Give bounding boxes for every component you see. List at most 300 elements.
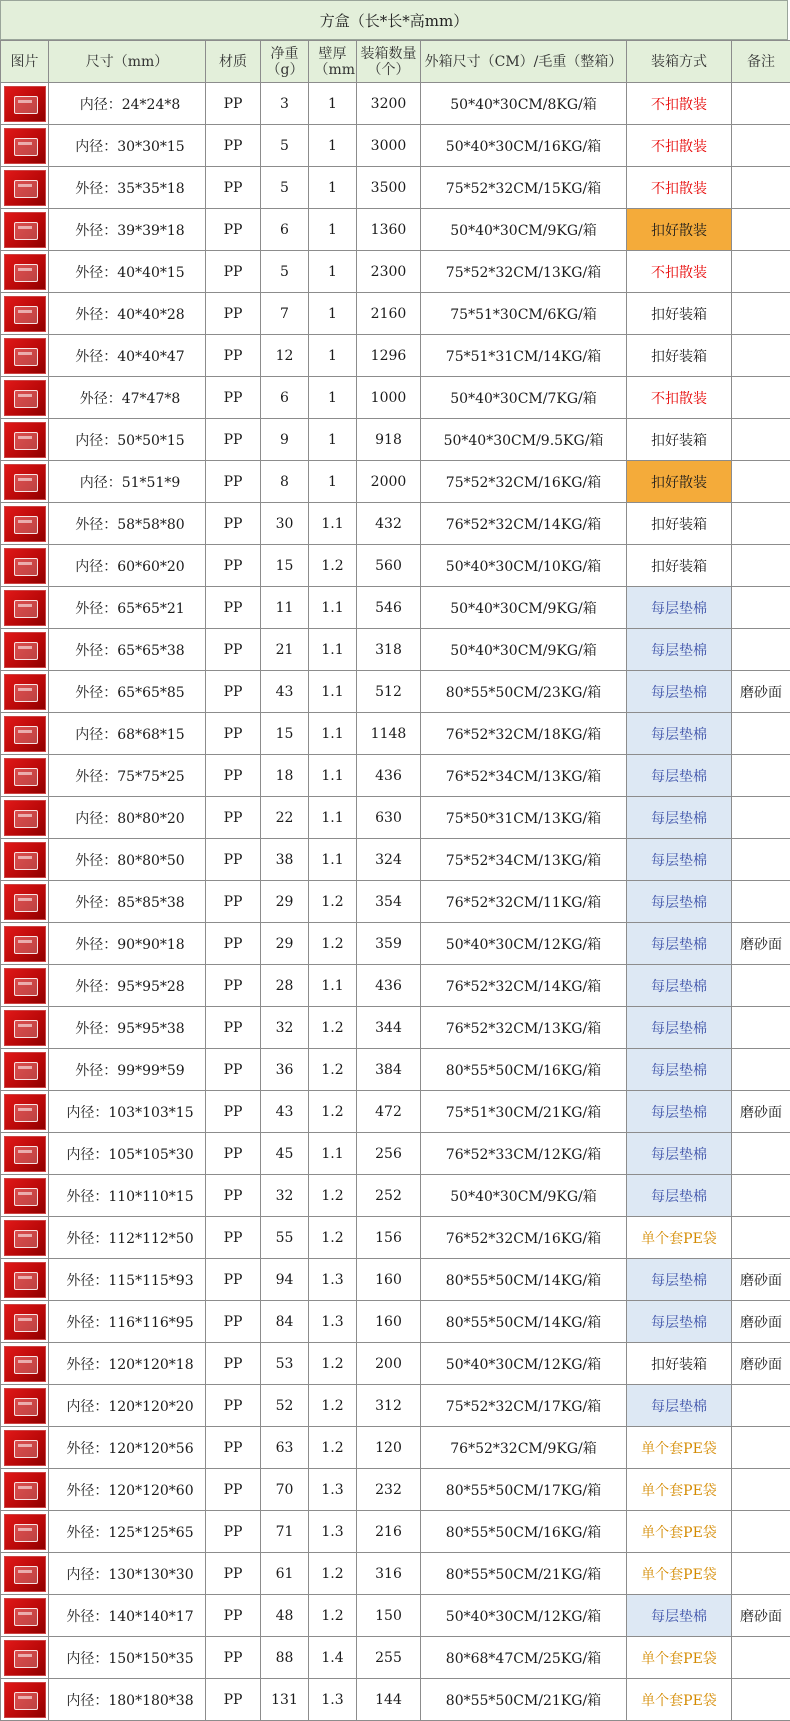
cell-carton: 80*55*50CM/14KG/箱 — [421, 1301, 627, 1343]
cell-pack: 扣好散装 — [627, 209, 732, 251]
cell-carton: 75*52*32CM/15KG/箱 — [421, 167, 627, 209]
sheet-title: 方盒（长*长*高mm） — [0, 0, 788, 40]
cell-material: PP — [206, 125, 261, 167]
table-row — [1, 755, 790, 797]
cell-qty: 200 — [357, 1343, 421, 1385]
cell-pic — [1, 335, 49, 377]
cell-carton: 75*52*32CM/13KG/箱 — [421, 251, 627, 293]
cell-pic — [1, 629, 49, 671]
cell-size: 外径：35*35*18 — [49, 167, 206, 209]
cell-size: 内径：50*50*15 — [49, 419, 206, 461]
cell-pack: 每层垫棉 — [627, 797, 732, 839]
cell-material: PP — [206, 671, 261, 713]
cell-weight: 8 — [261, 461, 309, 503]
product-thumb-icon — [4, 1052, 46, 1088]
cell-weight: 12 — [261, 335, 309, 377]
cell-note: 磨砂面 — [732, 1301, 790, 1343]
cell-pack: 不扣散装 — [627, 377, 732, 419]
cell-material: PP — [206, 965, 261, 1007]
cell-pack: 单个套PE袋 — [627, 1511, 732, 1553]
cell-pack: 每层垫棉 — [627, 965, 732, 1007]
cell-note — [732, 209, 790, 251]
cell-qty: 216 — [357, 1511, 421, 1553]
cell-pic — [1, 839, 49, 881]
cell-pic — [1, 419, 49, 461]
col-header-note: 备注 — [732, 41, 790, 83]
table-row — [1, 587, 790, 629]
cell-wall: 1.2 — [309, 1007, 357, 1049]
cell-weight: 21 — [261, 629, 309, 671]
cell-note — [732, 503, 790, 545]
cell-material: PP — [206, 629, 261, 671]
cell-qty: 2160 — [357, 293, 421, 335]
product-thumb-icon — [4, 1556, 46, 1592]
cell-wall: 1.2 — [309, 1427, 357, 1469]
cell-weight: 29 — [261, 923, 309, 965]
table-row — [1, 83, 790, 125]
cell-pic — [1, 1007, 49, 1049]
cell-size: 外径：95*95*28 — [49, 965, 206, 1007]
cell-pack: 扣好装箱 — [627, 419, 732, 461]
product-thumb-icon — [4, 254, 46, 290]
cell-wall: 1.2 — [309, 881, 357, 923]
cell-note — [732, 1049, 790, 1091]
cell-material: PP — [206, 419, 261, 461]
cell-note — [732, 881, 790, 923]
product-thumb-icon — [4, 1514, 46, 1550]
cell-note — [732, 83, 790, 125]
table-row — [1, 1595, 790, 1637]
cell-wall: 1 — [309, 377, 357, 419]
table-row — [1, 335, 790, 377]
table-row — [1, 1049, 790, 1091]
cell-material: PP — [206, 1679, 261, 1721]
cell-pic — [1, 1595, 49, 1637]
table-row — [1, 1511, 790, 1553]
cell-weight: 53 — [261, 1343, 309, 1385]
cell-weight: 18 — [261, 755, 309, 797]
cell-qty: 316 — [357, 1553, 421, 1595]
cell-wall: 1.2 — [309, 1175, 357, 1217]
table-row — [1, 293, 790, 335]
cell-wall: 1.1 — [309, 587, 357, 629]
cell-weight: 88 — [261, 1637, 309, 1679]
cell-pack: 每层垫棉 — [627, 1049, 732, 1091]
table-row — [1, 461, 790, 503]
cell-note — [732, 1469, 790, 1511]
cell-pack: 每层垫棉 — [627, 713, 732, 755]
cell-wall: 1.1 — [309, 965, 357, 1007]
cell-size: 内径：24*24*8 — [49, 83, 206, 125]
cell-note — [732, 1553, 790, 1595]
cell-note — [732, 1679, 790, 1721]
cell-note — [732, 629, 790, 671]
cell-wall: 1 — [309, 419, 357, 461]
cell-pack: 每层垫棉 — [627, 629, 732, 671]
cell-wall: 1.2 — [309, 1343, 357, 1385]
cell-size: 外径：120*120*60 — [49, 1469, 206, 1511]
cell-wall: 1 — [309, 461, 357, 503]
cell-wall: 1.2 — [309, 1595, 357, 1637]
cell-wall: 1.3 — [309, 1469, 357, 1511]
cell-pic — [1, 1343, 49, 1385]
col-header-wall-text: 壁厚（mm — [315, 46, 351, 78]
cell-wall: 1 — [309, 83, 357, 125]
cell-weight: 94 — [261, 1259, 309, 1301]
cell-material: PP — [206, 923, 261, 965]
cell-weight: 63 — [261, 1427, 309, 1469]
cell-carton: 80*55*50CM/21KG/箱 — [421, 1679, 627, 1721]
cell-carton: 50*40*30CM/7KG/箱 — [421, 377, 627, 419]
cell-pack: 每层垫棉 — [627, 671, 732, 713]
cell-pic — [1, 1217, 49, 1259]
cell-pic — [1, 503, 49, 545]
cell-weight: 70 — [261, 1469, 309, 1511]
cell-pic — [1, 1091, 49, 1133]
cell-material: PP — [206, 1217, 261, 1259]
cell-size: 外径：80*80*50 — [49, 839, 206, 881]
cell-carton: 80*55*50CM/23KG/箱 — [421, 671, 627, 713]
cell-note — [732, 335, 790, 377]
cell-note: 磨砂面 — [732, 1259, 790, 1301]
cell-wall: 1.1 — [309, 629, 357, 671]
cell-pic — [1, 167, 49, 209]
cell-material: PP — [206, 587, 261, 629]
cell-pic — [1, 1637, 49, 1679]
col-header-material: 材质 — [206, 41, 261, 83]
cell-wall: 1.3 — [309, 1301, 357, 1343]
cell-material: PP — [206, 377, 261, 419]
table-row — [1, 251, 790, 293]
cell-wall: 1 — [309, 335, 357, 377]
cell-carton: 50*40*30CM/9KG/箱 — [421, 587, 627, 629]
cell-note: 磨砂面 — [732, 1343, 790, 1385]
product-thumb-icon — [4, 1682, 46, 1718]
product-thumb-icon — [4, 548, 46, 584]
cell-weight: 84 — [261, 1301, 309, 1343]
product-thumb-icon — [4, 1472, 46, 1508]
cell-qty: 1360 — [357, 209, 421, 251]
table-body — [1, 83, 790, 1721]
cell-carton: 76*52*32CM/16KG/箱 — [421, 1217, 627, 1259]
cell-wall: 1.2 — [309, 1217, 357, 1259]
cell-size: 内径：60*60*20 — [49, 545, 206, 587]
cell-pack: 每层垫棉 — [627, 1385, 732, 1427]
cell-pack: 每层垫棉 — [627, 1133, 732, 1175]
cell-carton: 80*55*50CM/17KG/箱 — [421, 1469, 627, 1511]
cell-carton: 80*68*47CM/25KG/箱 — [421, 1637, 627, 1679]
cell-carton: 75*52*32CM/16KG/箱 — [421, 461, 627, 503]
cell-material: PP — [206, 839, 261, 881]
cell-note — [732, 1133, 790, 1175]
cell-pack: 扣好装箱 — [627, 545, 732, 587]
col-header-carton: 外箱尺寸（CM）/毛重（整箱） — [421, 41, 627, 83]
cell-size: 内径：120*120*20 — [49, 1385, 206, 1427]
cell-material: PP — [206, 1049, 261, 1091]
table-row — [1, 419, 790, 461]
table-row — [1, 209, 790, 251]
cell-carton: 50*40*30CM/12KG/箱 — [421, 1595, 627, 1637]
cell-note — [732, 251, 790, 293]
product-thumb-icon — [4, 296, 46, 332]
cell-weight: 45 — [261, 1133, 309, 1175]
cell-note — [732, 545, 790, 587]
cell-weight: 11 — [261, 587, 309, 629]
cell-carton: 50*40*30CM/9.5KG/箱 — [421, 419, 627, 461]
cell-wall: 1.3 — [309, 1259, 357, 1301]
cell-size: 外径：40*40*28 — [49, 293, 206, 335]
cell-carton: 76*52*32CM/13KG/箱 — [421, 1007, 627, 1049]
cell-note — [732, 377, 790, 419]
cell-wall: 1 — [309, 125, 357, 167]
cell-pack: 单个套PE袋 — [627, 1637, 732, 1679]
cell-material: PP — [206, 167, 261, 209]
cell-note — [732, 1217, 790, 1259]
cell-material: PP — [206, 1343, 261, 1385]
col-header-weight — [261, 41, 309, 83]
cell-material: PP — [206, 713, 261, 755]
cell-carton: 50*40*30CM/8KG/箱 — [421, 83, 627, 125]
cell-weight: 9 — [261, 419, 309, 461]
cell-size: 外径：116*116*95 — [49, 1301, 206, 1343]
cell-material: PP — [206, 797, 261, 839]
product-thumb-icon — [4, 842, 46, 878]
cell-qty: 150 — [357, 1595, 421, 1637]
table-row — [1, 839, 790, 881]
cell-carton: 50*40*30CM/16KG/箱 — [421, 125, 627, 167]
cell-qty: 354 — [357, 881, 421, 923]
col-header-pack: 装箱方式 — [627, 41, 732, 83]
cell-weight: 32 — [261, 1175, 309, 1217]
cell-pic — [1, 587, 49, 629]
cell-note — [732, 1427, 790, 1469]
cell-material: PP — [206, 1301, 261, 1343]
table-row — [1, 1301, 790, 1343]
cell-note: 磨砂面 — [732, 923, 790, 965]
cell-qty: 144 — [357, 1679, 421, 1721]
cell-size: 内径：130*130*30 — [49, 1553, 206, 1595]
cell-size: 外径：110*110*15 — [49, 1175, 206, 1217]
cell-pack: 不扣散装 — [627, 251, 732, 293]
cell-wall: 1 — [309, 293, 357, 335]
table-row — [1, 503, 790, 545]
col-header-wall — [309, 41, 357, 83]
cell-qty: 1148 — [357, 713, 421, 755]
cell-pack: 单个套PE袋 — [627, 1553, 732, 1595]
cell-pack: 每层垫棉 — [627, 1301, 732, 1343]
cell-weight: 15 — [261, 545, 309, 587]
cell-pic — [1, 545, 49, 587]
product-thumb-icon — [4, 380, 46, 416]
cell-pic — [1, 1259, 49, 1301]
cell-qty: 512 — [357, 671, 421, 713]
table-row — [1, 797, 790, 839]
cell-qty: 120 — [357, 1427, 421, 1469]
cell-size: 外径：99*99*59 — [49, 1049, 206, 1091]
cell-pic — [1, 671, 49, 713]
cell-carton: 76*52*34CM/13KG/箱 — [421, 755, 627, 797]
cell-wall: 1 — [309, 167, 357, 209]
cell-pack: 每层垫棉 — [627, 1595, 732, 1637]
cell-weight: 29 — [261, 881, 309, 923]
cell-size: 内径：103*103*15 — [49, 1091, 206, 1133]
cell-material: PP — [206, 1259, 261, 1301]
cell-qty: 232 — [357, 1469, 421, 1511]
product-thumb-icon — [4, 968, 46, 1004]
cell-pic — [1, 1385, 49, 1427]
cell-material: PP — [206, 755, 261, 797]
cell-size: 外径：47*47*8 — [49, 377, 206, 419]
cell-weight: 6 — [261, 209, 309, 251]
cell-carton: 75*52*32CM/17KG/箱 — [421, 1385, 627, 1427]
cell-wall: 1.1 — [309, 671, 357, 713]
cell-pack: 单个套PE袋 — [627, 1427, 732, 1469]
cell-pack: 每层垫棉 — [627, 839, 732, 881]
cell-pack: 不扣散装 — [627, 167, 732, 209]
cell-qty: 432 — [357, 503, 421, 545]
cell-qty: 436 — [357, 755, 421, 797]
table-row — [1, 1427, 790, 1469]
cell-qty: 546 — [357, 587, 421, 629]
cell-pack: 扣好装箱 — [627, 335, 732, 377]
cell-pack: 每层垫棉 — [627, 1175, 732, 1217]
table-row — [1, 1217, 790, 1259]
cell-weight: 5 — [261, 167, 309, 209]
cell-carton: 50*40*30CM/10KG/箱 — [421, 545, 627, 587]
cell-qty: 256 — [357, 1133, 421, 1175]
product-thumb-icon — [4, 1304, 46, 1340]
cell-size: 外径：112*112*50 — [49, 1217, 206, 1259]
cell-note: 磨砂面 — [732, 1091, 790, 1133]
cell-size: 外径：90*90*18 — [49, 923, 206, 965]
cell-material: PP — [206, 545, 261, 587]
product-thumb-icon — [4, 674, 46, 710]
cell-pack: 每层垫棉 — [627, 1007, 732, 1049]
cell-note — [732, 797, 790, 839]
cell-wall: 1.2 — [309, 1091, 357, 1133]
cell-carton: 50*40*30CM/12KG/箱 — [421, 923, 627, 965]
cell-weight: 32 — [261, 1007, 309, 1049]
table-row — [1, 1133, 790, 1175]
cell-wall: 1.1 — [309, 1133, 357, 1175]
table-row — [1, 125, 790, 167]
cell-pic — [1, 83, 49, 125]
cell-size: 外径：65*65*85 — [49, 671, 206, 713]
cell-material: PP — [206, 1469, 261, 1511]
table-row — [1, 1679, 790, 1721]
cell-carton: 75*52*34CM/13KG/箱 — [421, 839, 627, 881]
col-header-weight-text: 净重（g） — [267, 46, 303, 78]
cell-carton: 76*52*32CM/18KG/箱 — [421, 713, 627, 755]
cell-wall: 1.1 — [309, 503, 357, 545]
cell-pic — [1, 461, 49, 503]
cell-note — [732, 1385, 790, 1427]
cell-carton: 50*40*30CM/9KG/箱 — [421, 209, 627, 251]
cell-qty: 3500 — [357, 167, 421, 209]
cell-size: 内径：80*80*20 — [49, 797, 206, 839]
cell-carton: 75*50*31CM/13KG/箱 — [421, 797, 627, 839]
cell-pic — [1, 1049, 49, 1091]
cell-note — [732, 125, 790, 167]
cell-pic — [1, 713, 49, 755]
cell-size: 外径：58*58*80 — [49, 503, 206, 545]
cell-wall: 1.3 — [309, 1511, 357, 1553]
product-thumb-icon — [4, 170, 46, 206]
table-row — [1, 1343, 790, 1385]
product-thumb-icon — [4, 422, 46, 458]
cell-qty: 1296 — [357, 335, 421, 377]
cell-weight: 52 — [261, 1385, 309, 1427]
cell-qty: 160 — [357, 1259, 421, 1301]
cell-carton: 50*40*30CM/9KG/箱 — [421, 629, 627, 671]
table-row — [1, 1469, 790, 1511]
cell-pack: 每层垫棉 — [627, 881, 732, 923]
cell-pack: 扣好装箱 — [627, 293, 732, 335]
cell-qty: 160 — [357, 1301, 421, 1343]
cell-pic — [1, 881, 49, 923]
cell-weight: 36 — [261, 1049, 309, 1091]
table-row — [1, 167, 790, 209]
cell-pic — [1, 1553, 49, 1595]
table-row — [1, 1091, 790, 1133]
cell-qty: 1000 — [357, 377, 421, 419]
cell-carton: 50*40*30CM/12KG/箱 — [421, 1343, 627, 1385]
product-thumb-icon — [4, 1136, 46, 1172]
cell-weight: 43 — [261, 1091, 309, 1133]
cell-pic — [1, 1511, 49, 1553]
product-thumb-icon — [4, 86, 46, 122]
cell-pack: 每层垫棉 — [627, 587, 732, 629]
cell-material: PP — [206, 335, 261, 377]
cell-material: PP — [206, 1637, 261, 1679]
cell-pack: 单个套PE袋 — [627, 1217, 732, 1259]
cell-pack: 不扣散装 — [627, 125, 732, 167]
cell-size: 内径：51*51*9 — [49, 461, 206, 503]
product-thumb-icon — [4, 632, 46, 668]
table-row — [1, 671, 790, 713]
cell-qty: 156 — [357, 1217, 421, 1259]
cell-wall: 1.2 — [309, 545, 357, 587]
cell-size: 外径：115*115*93 — [49, 1259, 206, 1301]
spec-table — [0, 40, 790, 1721]
cell-pack: 每层垫棉 — [627, 755, 732, 797]
cell-qty: 318 — [357, 629, 421, 671]
table-row — [1, 1553, 790, 1595]
cell-material: PP — [206, 461, 261, 503]
cell-carton: 76*52*32CM/11KG/箱 — [421, 881, 627, 923]
cell-note — [732, 587, 790, 629]
cell-size: 外径：40*40*15 — [49, 251, 206, 293]
cell-weight: 48 — [261, 1595, 309, 1637]
col-header-qty — [357, 41, 421, 83]
cell-wall: 1.1 — [309, 713, 357, 755]
cell-size: 外径：65*65*21 — [49, 587, 206, 629]
cell-weight: 43 — [261, 671, 309, 713]
cell-pack: 每层垫棉 — [627, 923, 732, 965]
table-row — [1, 1259, 790, 1301]
cell-wall: 1.2 — [309, 1553, 357, 1595]
cell-wall: 1.1 — [309, 797, 357, 839]
cell-material: PP — [206, 1595, 261, 1637]
table-row — [1, 965, 790, 1007]
cell-weight: 131 — [261, 1679, 309, 1721]
cell-pic — [1, 1175, 49, 1217]
cell-wall: 1.2 — [309, 923, 357, 965]
cell-weight: 71 — [261, 1511, 309, 1553]
cell-pack: 不扣散装 — [627, 83, 732, 125]
product-thumb-icon — [4, 464, 46, 500]
cell-note — [732, 839, 790, 881]
